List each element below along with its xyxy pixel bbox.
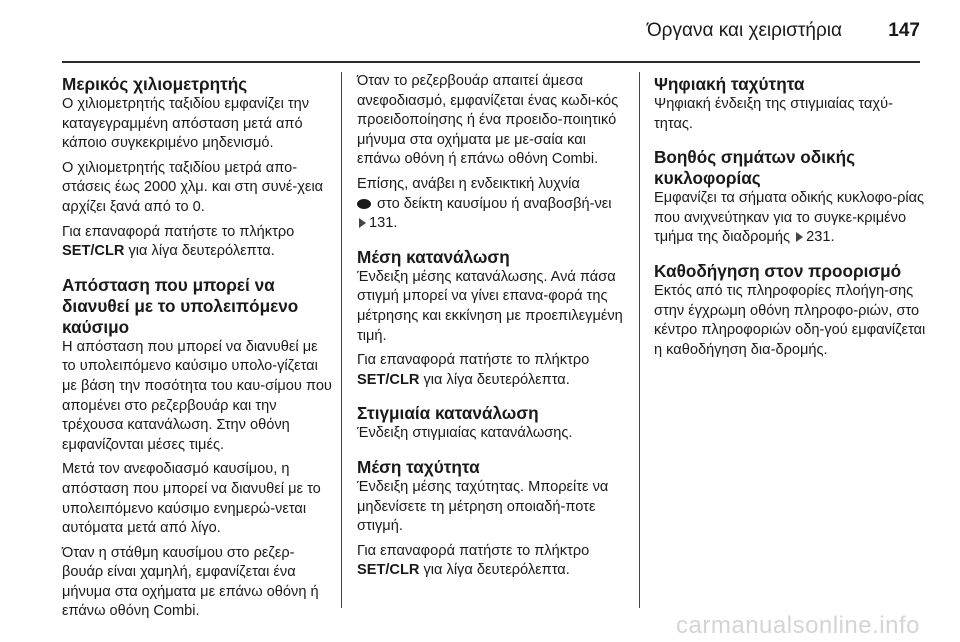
key-label: SET/CLR [357, 371, 420, 388]
page-reference[interactable]: 131. [369, 215, 398, 232]
text: Για επαναφορά πατήστε το πλήκτρο [357, 352, 590, 369]
paragraph [654, 189, 928, 248]
triangle-right-icon [359, 218, 366, 228]
text: Επίσης, ανάβει η ενδεικτική λυχνία [357, 175, 580, 192]
text: για λίγα δευτερόλεπτα. [124, 243, 275, 260]
section-title-route-guidance: Καθοδήγηση στον προορισμό [654, 260, 902, 281]
paragraph: Όταν η στάθμη καυσίμου στο ρεζερ‐βουάρ είναι χαμηλή, εμφανίζεται ένα μήνυμα στα οχήματα με επάνω οθόνη ή επάνω οθόνη Combi. [62, 544, 319, 620]
section-title-digital-speed: Ψηφιακή ταχύτητα [654, 74, 805, 94]
text: Για επαναφορά πατήστε το πλήκτρο [62, 223, 295, 240]
paragraph [62, 223, 332, 262]
column-2 [357, 74, 627, 586]
key-label: SET/CLR [62, 243, 125, 260]
section-title-traffic-sign-assistant: Βοηθός σημάτων οδικής κυκλοφορίας [654, 147, 856, 189]
paragraph [357, 542, 627, 581]
section-title-range: Απόσταση που μπορεί να διανυθεί με το υπολειπόμενο καύσιμο [62, 274, 299, 337]
section-title-average-consumption: Μέση κατανάλωση [357, 246, 510, 267]
page-number: 147 [888, 20, 920, 41]
page-header [0, 0, 960, 62]
paragraph: Ένδειξη στιγμιαίας κατανάλωσης. [357, 425, 573, 442]
paragraph: Μετά τον ανεφοδιασμό καυσίμου, η απόσταση που μπορεί να διανυθεί με το υπολειπόμενο καύσιμο ενημερώ‐νεται αυτόματα μετά από λίγο. [62, 461, 321, 537]
paragraph [357, 351, 627, 390]
paragraph: Ψηφιακή ένδειξη της στιγμιαίας ταχύ‐τητας. [654, 96, 893, 132]
column-divider-2 [639, 72, 640, 608]
text: Εμφανίζει τα σήματα οδικής κυκλοφο‐ρίας που ανιχνεύτηκαν για το συγκε‐κριμένο τμήμα της διαδρομής [654, 190, 925, 246]
paragraph: Όταν το ρεζερβουάρ απαιτεί άμεσα ανεφοδιασμό, εμφανίζεται ένας κωδι‐κός προειδοποίησης ή ένα προειδο‐ποιητικό μήνυμα στα οχήματα με με‐σαία και επάνω οθόνη ή επάνω οθόνη Combi. [357, 73, 619, 168]
column-1 [62, 74, 332, 627]
section-title-instant-consumption: Στιγμιαία κατανάλωση [357, 403, 539, 424]
paragraph: Εκτός από τις πληροφορίες πλοήγη‐σης στην έγχρωμη οθόνη πληροφο‐ριών, στο κέντρο πληροφοριών οδη‐γού εμφανίζεται η καθοδήγηση δια‐δρομής. [654, 282, 926, 358]
text: για λίγα δευτερόλεπτα. [419, 371, 570, 388]
page-reference[interactable]: 231. [806, 229, 835, 246]
watermark: carmanualsonline.info [676, 612, 920, 639]
key-label: SET/CLR [357, 562, 420, 579]
text: στο δείκτη καυσίμου ή αναβοσβή‐νει [373, 195, 612, 212]
paragraph: Η απόσταση που μπορεί να διανυθεί με το υπολειπόμενο καύσιμο υπολο‐γίζεται με βάση την ποσότητα του καυ‐σίμου που απομένει στο ρεζερβουάρ και την τρέχουσα κατανάλωση. Στην οθόνη εμφανίζονται μέσες τιμές. [62, 338, 332, 453]
column-divider-1 [341, 72, 342, 608]
column-3 [654, 74, 928, 365]
chapter-title: Όργανα και χειριστήρια [646, 20, 842, 41]
paragraph [357, 175, 627, 234]
section-title-trip-odometer: Μερικός χιλιομετρητής [62, 74, 248, 94]
text: Για επαναφορά πατήστε το πλήκτρο [357, 542, 590, 559]
paragraph: Ένδειξη μέσης κατανάλωσης. Ανά πάσα στιγμή μπορεί να γίνει επανα‐φορά της μέτρησης και εκκίνηση με προεπιλεγμένη τιμή. [357, 268, 623, 344]
header-rule [62, 61, 920, 63]
paragraph: Ο χιλιομετρητής ταξιδίου εμφανίζει την καταγεγραμμένη απόσταση μετά από κάποιο συγκεκριμένο μηδενισμό. [62, 96, 310, 152]
triangle-right-icon [796, 232, 803, 242]
paragraph: Ο χιλιομετρητής ταξιδίου μετρά απο‐στάσεις έως 2000 χλμ. και στη συνέ‐χεια αρχίζει ξανά από το 0. [62, 159, 324, 215]
paragraph: Ένδειξη μέσης ταχύτητας. Μπορείτε να μηδενίσετε τη μέτρηση οποιαδή‐ποτε στιγμή. [357, 478, 609, 535]
filled-dot-icon [357, 199, 371, 209]
text: για λίγα δευτερόλεπτα. [419, 562, 570, 579]
section-title-average-speed: Μέση ταχύτητα [357, 456, 480, 477]
